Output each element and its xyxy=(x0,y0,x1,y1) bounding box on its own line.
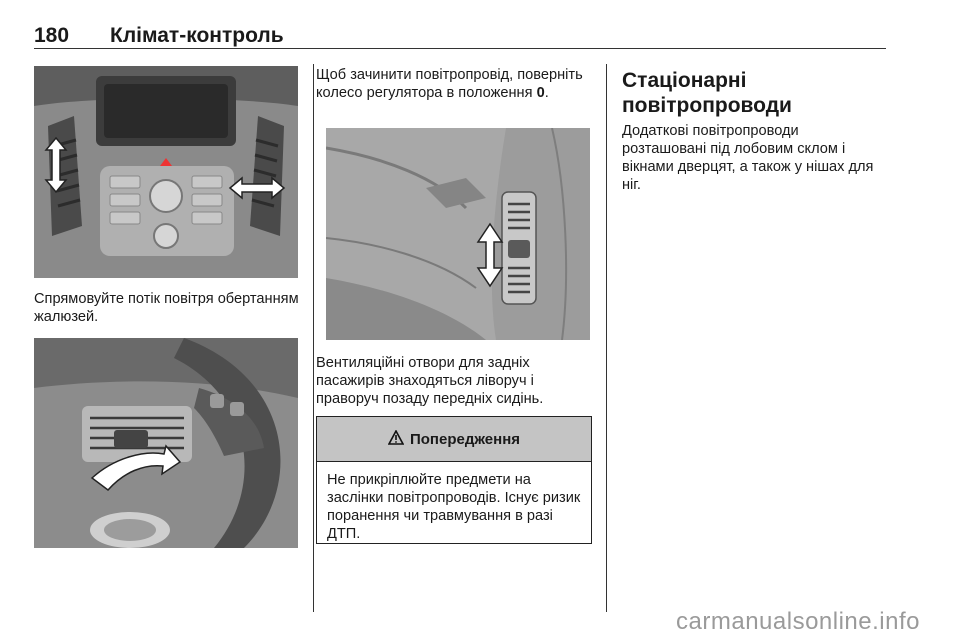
section-heading: Стаціонарні повітропроводи xyxy=(622,69,792,117)
page-number: 180 xyxy=(34,24,70,47)
header-rule xyxy=(34,48,886,49)
side-vent-illustration xyxy=(34,338,298,548)
dashboard-vents-illustration xyxy=(34,66,298,278)
warning-header xyxy=(317,417,591,462)
warning-text: Не прикріплюйте предмети на заслінки повітропроводів. Існує ризик поранення чи травмування в разі ДТП. xyxy=(327,472,581,542)
rear-vent-illustration xyxy=(326,128,590,340)
close-vent-instruction xyxy=(316,66,592,102)
watermark: carmanualsonline.info xyxy=(676,608,920,635)
page-title: Клімат-контроль xyxy=(110,24,284,47)
warning-title: Попередження xyxy=(409,430,521,448)
fixed-vents-text: Додаткові повітропроводи розташовані під лобовим склом і вікнами дверцят, а також у нішах для ніг. xyxy=(622,123,874,193)
column-divider-2 xyxy=(606,64,607,612)
vent-caption-1: Спрямовуйте потік повітря обертанням жалюзей. xyxy=(34,291,299,325)
close-vent-text: Щоб зачинити повітропровід, поверніть колесо регулятора в положення xyxy=(316,67,583,101)
warning-triangle-icon xyxy=(388,430,404,449)
warning-box xyxy=(316,416,592,544)
column-divider-1 xyxy=(313,64,314,612)
page-header xyxy=(34,22,886,50)
close-vent-period: . xyxy=(544,85,549,101)
rear-vent-caption: Вентиляційні отвори для задніх пасажирів знаходяться ліворуч і праворуч позаду передніх сидінь. xyxy=(316,355,544,407)
closed-position-symbol: 0 xyxy=(536,85,545,101)
